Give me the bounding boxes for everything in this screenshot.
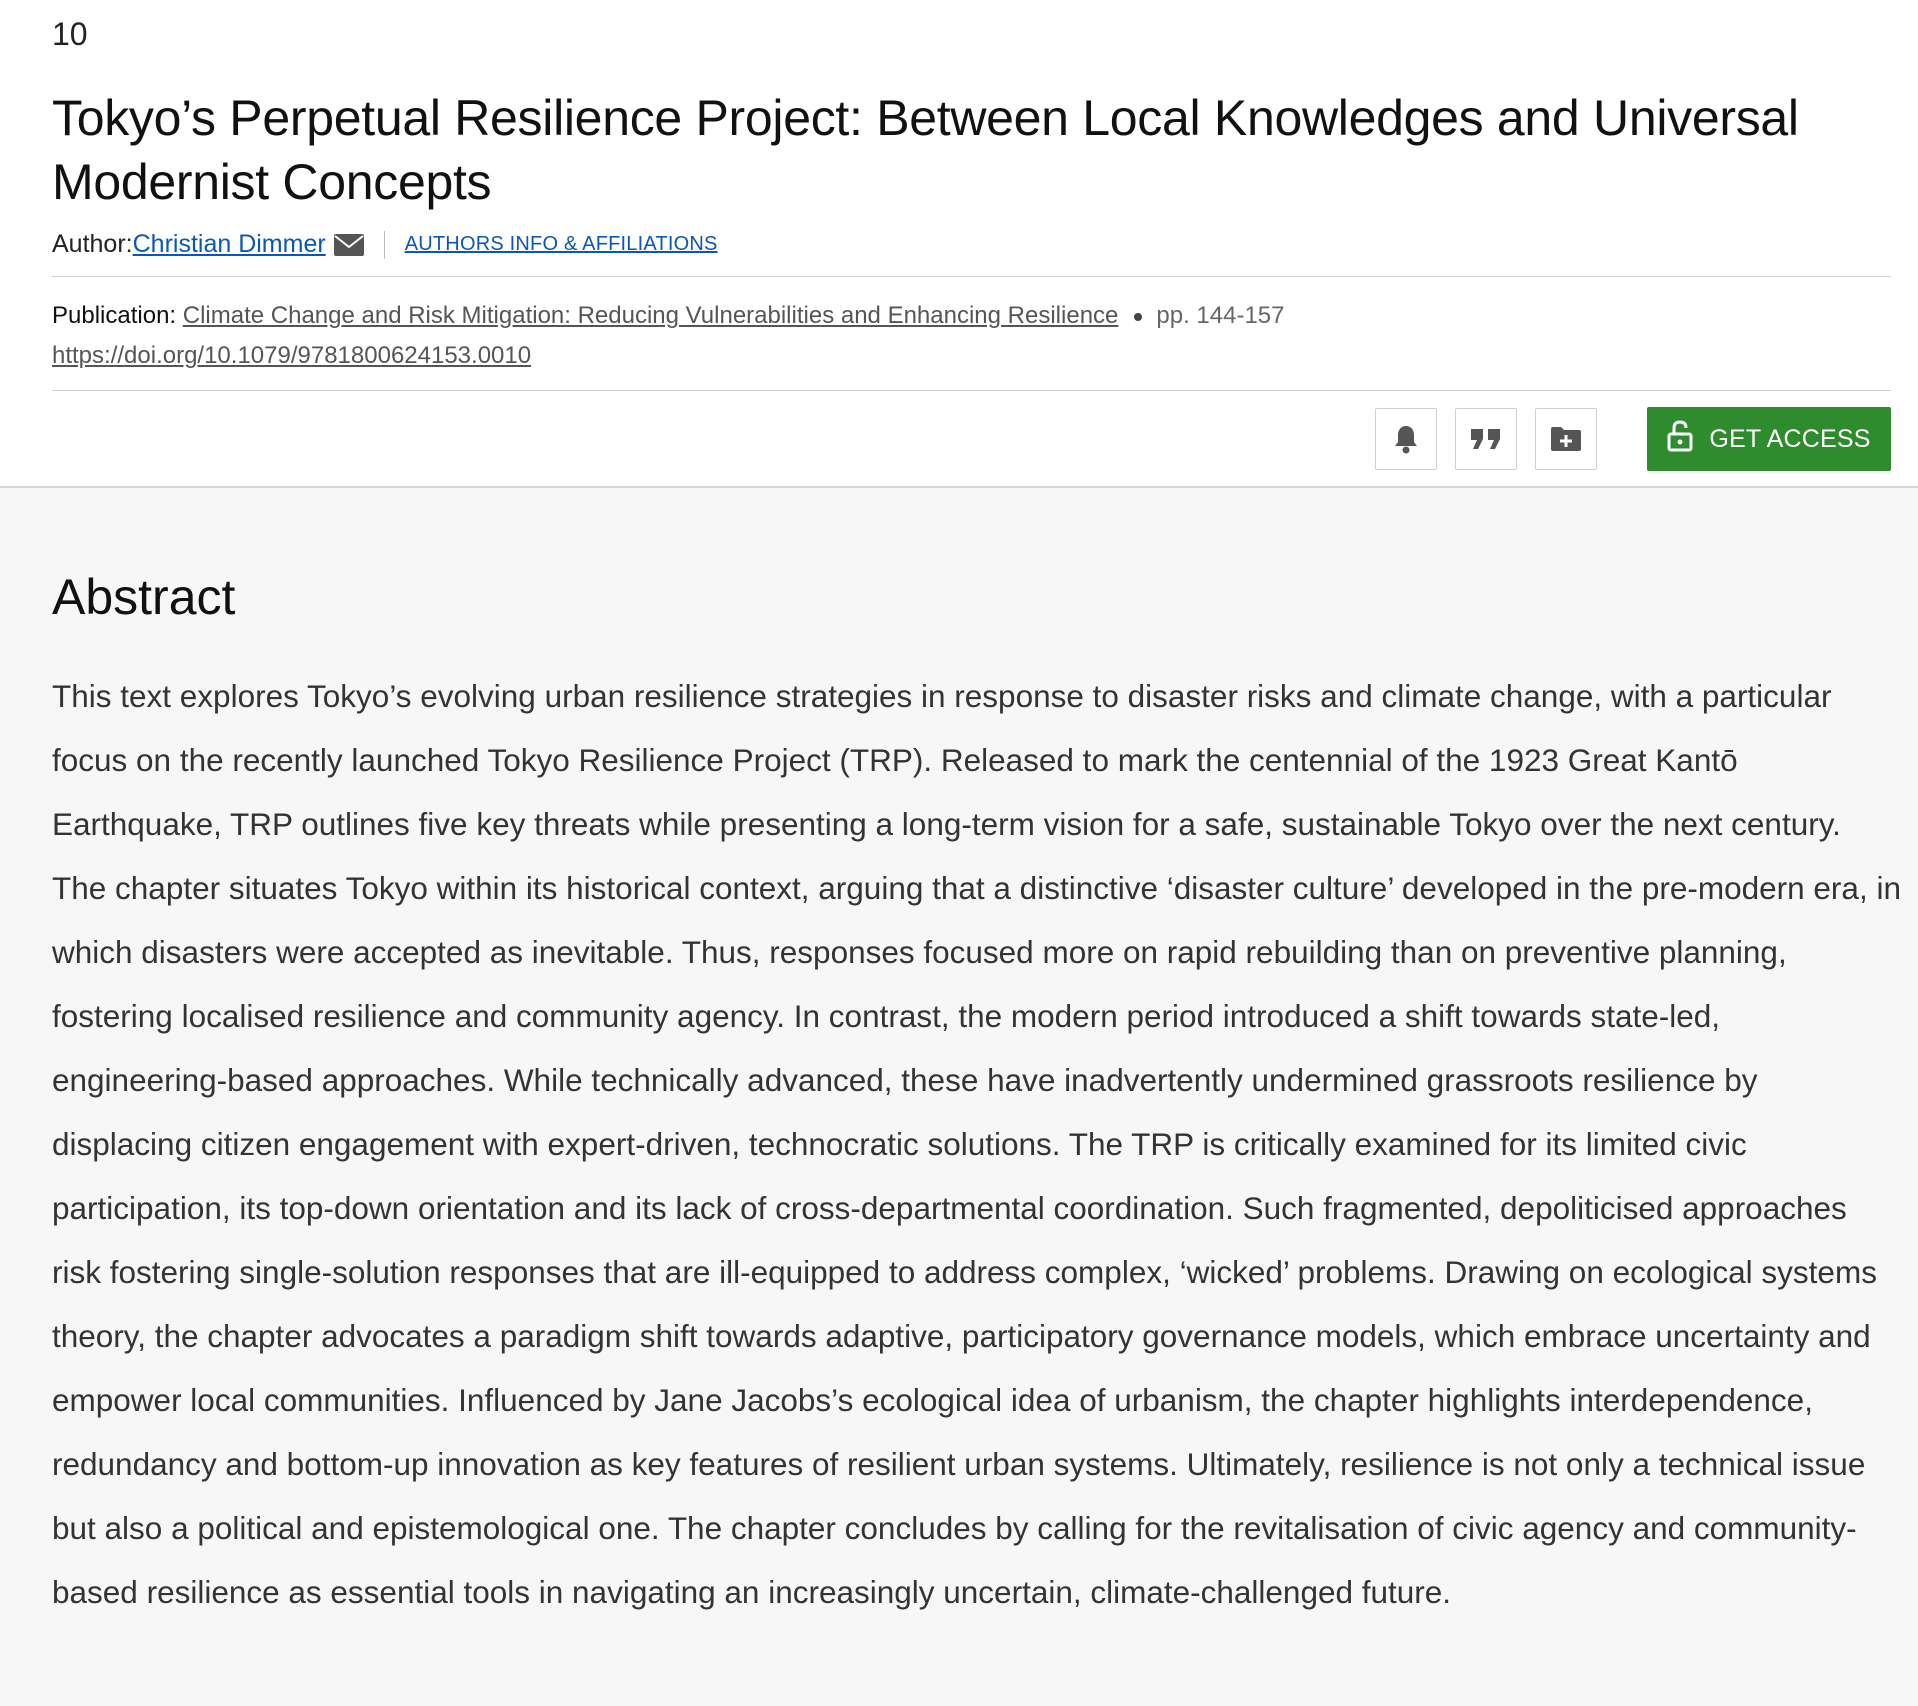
chapter-number: 10 (52, 16, 88, 52)
cite-button[interactable] (1455, 408, 1517, 470)
article-header (0, 0, 1918, 488)
divider (384, 231, 385, 259)
divider (52, 390, 1891, 391)
abstract-heading: Abstract (52, 569, 236, 625)
mail-icon[interactable] (334, 234, 364, 256)
alert-button[interactable] (1375, 408, 1437, 470)
author-name-link[interactable]: Christian Dimmer (132, 230, 326, 258)
divider (52, 276, 1891, 277)
abstract-text: This text explores Tokyo’s evolving urban resilience strategies in response to disaster risks and climate change, with a particular focus on the recently launched Tokyo Resilience Project (TRP). Released to mark the centennial of the 1923 Great Kantō Earthquake, TRP outlines five key threats while presenting a long-term vision for a safe, sustainable Tokyo over the next century. The chapter situates Tokyo within its historical context, arguing that a distinctive ‘disaster culture’ developed in the pre-modern era, in which disasters were accepted as inevitable. Thus, responses focused more on rapid rebuilding than on preventive planning, fostering localised resilience and community agency. In contrast, the modern period introduced a shift towards state-led, engineering-based approaches. While technically advanced, these have inadvertently undermined grassroots resilience by displacing citizen engagement with expert-driven, technocratic solutions. The TRP is critically examined for its limited civic participation, its top-down orientation and its lack of cross-departmental coordination. Such fragmented, depoliticised approaches risk fostering single-solution responses that are ill-equipped to address complex, ‘wicked’ problems. Drawing on ecological systems theory, the chapter advocates a paradigm shift towards adaptive, participatory governance models, which embrace uncertainty and empower local communities. Influenced by Jane Jacobs’s ecological idea of urbanism, the chapter highlights interdependence, redundancy and bottom-up innovation as key features of resilient urban systems. Ultimately, resilience is not only a technical issue but also a political and epistemological one. The chapter concludes by calling for the revitalisation of civic agency and community-based resilience as essential tools in navigating an increasingly uncertain, climate-challenged future. (52, 678, 1901, 1610)
get-access-label: GET ACCESS (1709, 424, 1871, 453)
author-label: Author: (52, 230, 133, 258)
bell-icon (1393, 424, 1419, 454)
author-row (52, 230, 1891, 259)
action-toolbar (1357, 407, 1891, 471)
get-access-button[interactable] (1647, 407, 1891, 471)
authors-info-affiliations-link[interactable]: AUTHORS INFO & AFFILIATIONS (404, 233, 718, 255)
bullet-separator (1134, 313, 1142, 321)
publication-info (52, 296, 1891, 376)
folder-plus-icon (1550, 426, 1582, 452)
page-range: pp. 144-157 (1156, 302, 1285, 329)
save-to-folder-button[interactable] (1535, 408, 1597, 470)
publication-label: Publication: (52, 302, 183, 329)
unlock-icon (1667, 420, 1709, 459)
quote-icon (1470, 427, 1502, 451)
publication-title-link[interactable]: Climate Change and Risk Mitigation: Reducing Vulnerabilities and Enhancing Resilience (182, 302, 1119, 329)
doi-link[interactable]: https://doi.org/10.1079/9781800624153.0010 (52, 342, 532, 369)
page-title: Tokyo’s Perpetual Resilience Project: Between Local Knowledges and Universal Modernist Concepts (52, 90, 1799, 210)
